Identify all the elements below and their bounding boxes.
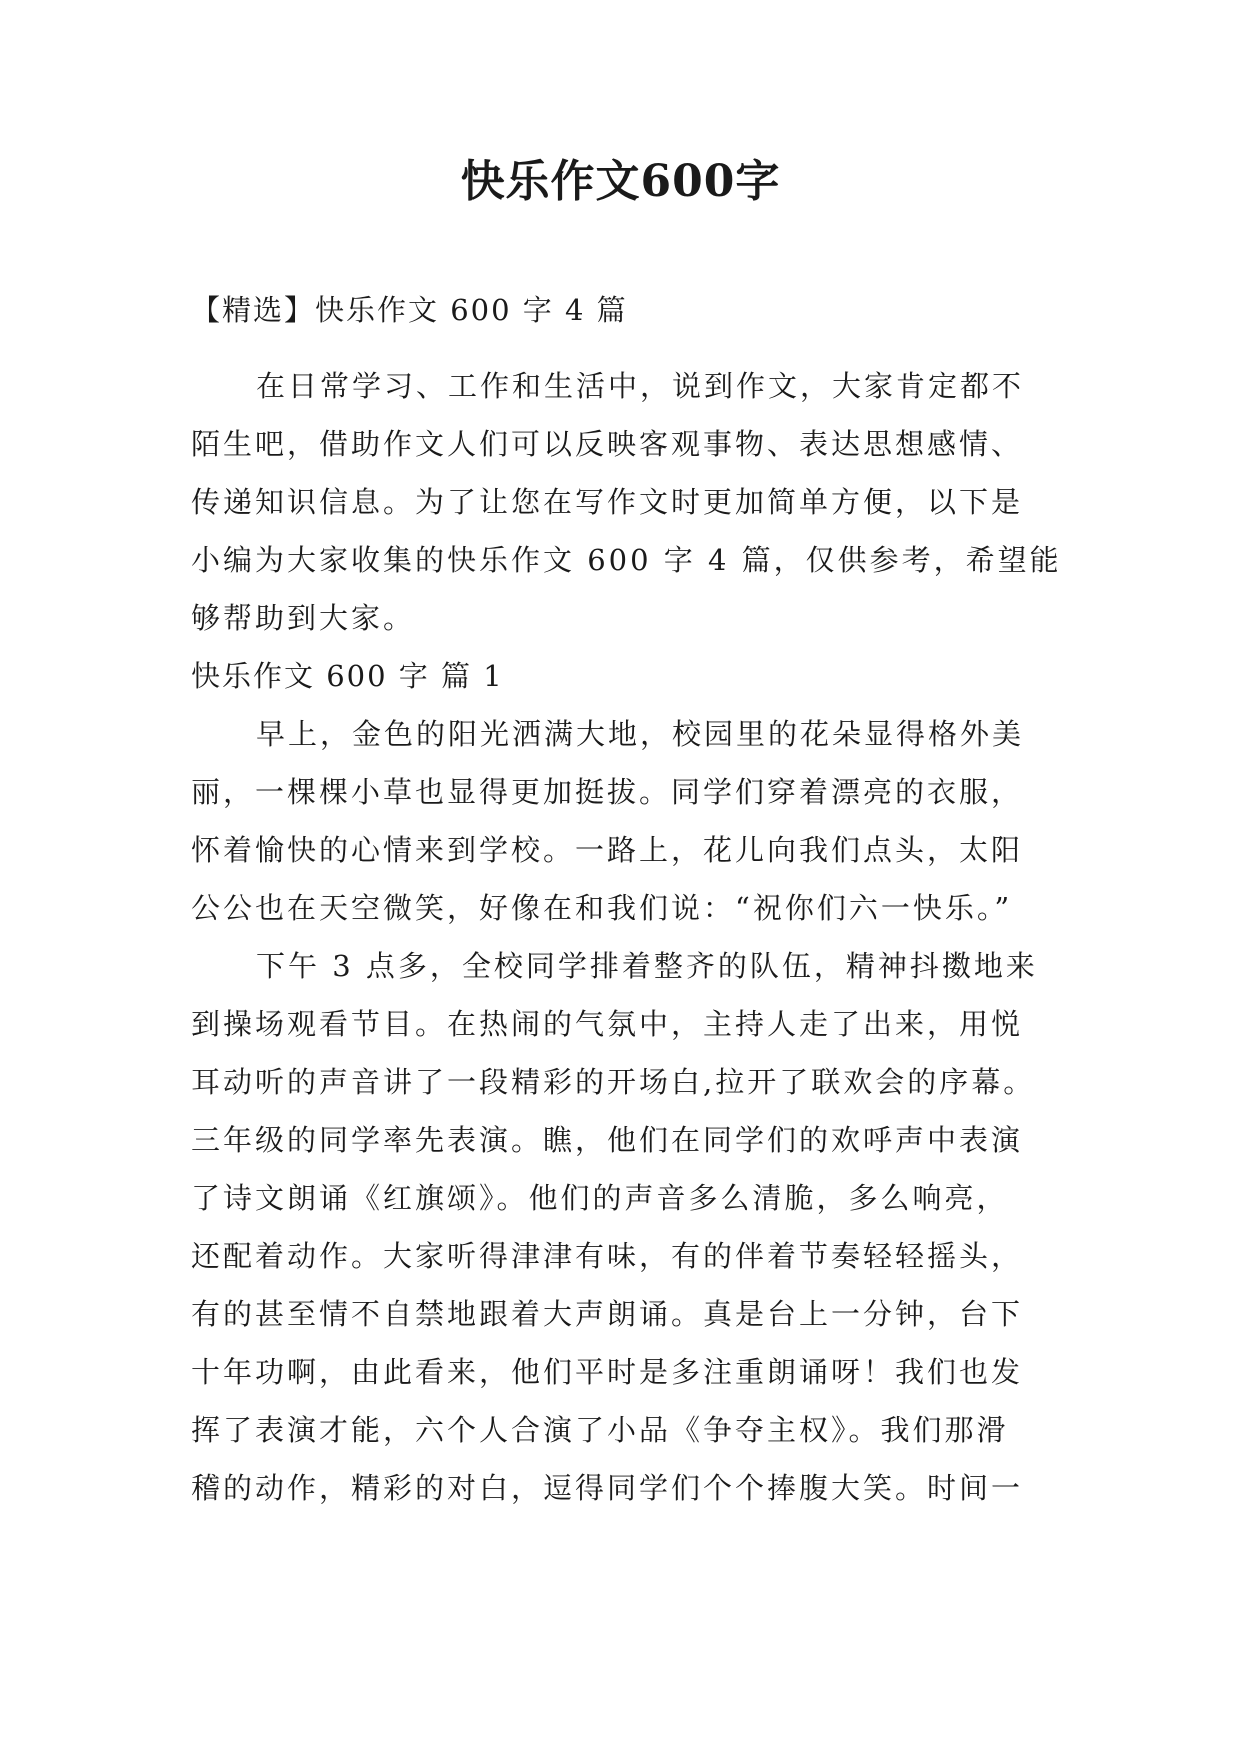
intro-line: 在日常学习、工作和生活中，说到作文，大家肯定都不 bbox=[256, 369, 1025, 403]
section-heading: 快乐作文 600 字 篇 1 bbox=[191, 659, 504, 693]
paragraph-line: 丽，一棵棵小草也显得更加挺拔。同学们穿着漂亮的衣服， bbox=[191, 775, 1024, 809]
intro-line: 陌生吧，借助作文人们可以反映客观事物、表达思想感情、 bbox=[191, 427, 1024, 461]
paragraph-line: 早上，金色的阳光洒满大地，校园里的花朵显得格外美 bbox=[256, 717, 1025, 751]
paragraph-line: 怀着愉快的心情来到学校。一路上，花儿向我们点头，太阳 bbox=[191, 833, 1024, 867]
paragraph-line: 稽的动作，精彩的对白，逗得同学们个个捧腹大笑。时间一 bbox=[191, 1471, 1024, 1505]
document-title: 快乐作文600字 bbox=[460, 156, 781, 207]
intro-line: 传递知识信息。为了让您在写作文时更加简单方便，以下是 bbox=[191, 485, 1024, 519]
paragraph-line: 三年级的同学率先表演。瞧，他们在同学们的欢呼声中表演 bbox=[191, 1123, 1024, 1157]
paragraph-line: 下午 3 点多，全校同学排着整齐的队伍，精神抖擞地来 bbox=[256, 949, 1038, 983]
paragraph-line: 十年功啊，由此看来，他们平时是多注重朗诵呀！我们也发 bbox=[191, 1355, 1024, 1389]
paragraph-line: 到操场观看节目。在热闹的气氛中，主持人走了出来，用悦 bbox=[191, 1007, 1024, 1041]
intro-line: 够帮助到大家。 bbox=[191, 601, 416, 635]
paragraph-line: 还配着动作。大家听得津津有味，有的伴着节奏轻轻摇头， bbox=[191, 1239, 1024, 1273]
paragraph-line: 挥了表演才能，六个人合演了小品《争夺主权》。我们那滑 bbox=[191, 1413, 1009, 1447]
paragraph-line: 有的甚至情不自禁地跟着大声朗诵。真是台上一分钟，台下 bbox=[191, 1297, 1024, 1331]
paragraph-line: 了诗文朗诵《红旗颂》。他们的声音多么清脆，多么响亮， bbox=[191, 1181, 1009, 1215]
document-subtitle: 【精选】快乐作文 600 字 4 篇 bbox=[191, 293, 628, 327]
paragraph-line: 耳动听的声音讲了一段精彩的开场白,拉开了联欢会的序幕。 bbox=[191, 1065, 1036, 1099]
paragraph-line: 公公也在天空微笑，好像在和我们说：“祝你们六一快乐。” bbox=[191, 891, 1013, 925]
intro-line: 小编为大家收集的快乐作文 600 字 4 篇，仅供参考，希望能 bbox=[191, 543, 1062, 577]
